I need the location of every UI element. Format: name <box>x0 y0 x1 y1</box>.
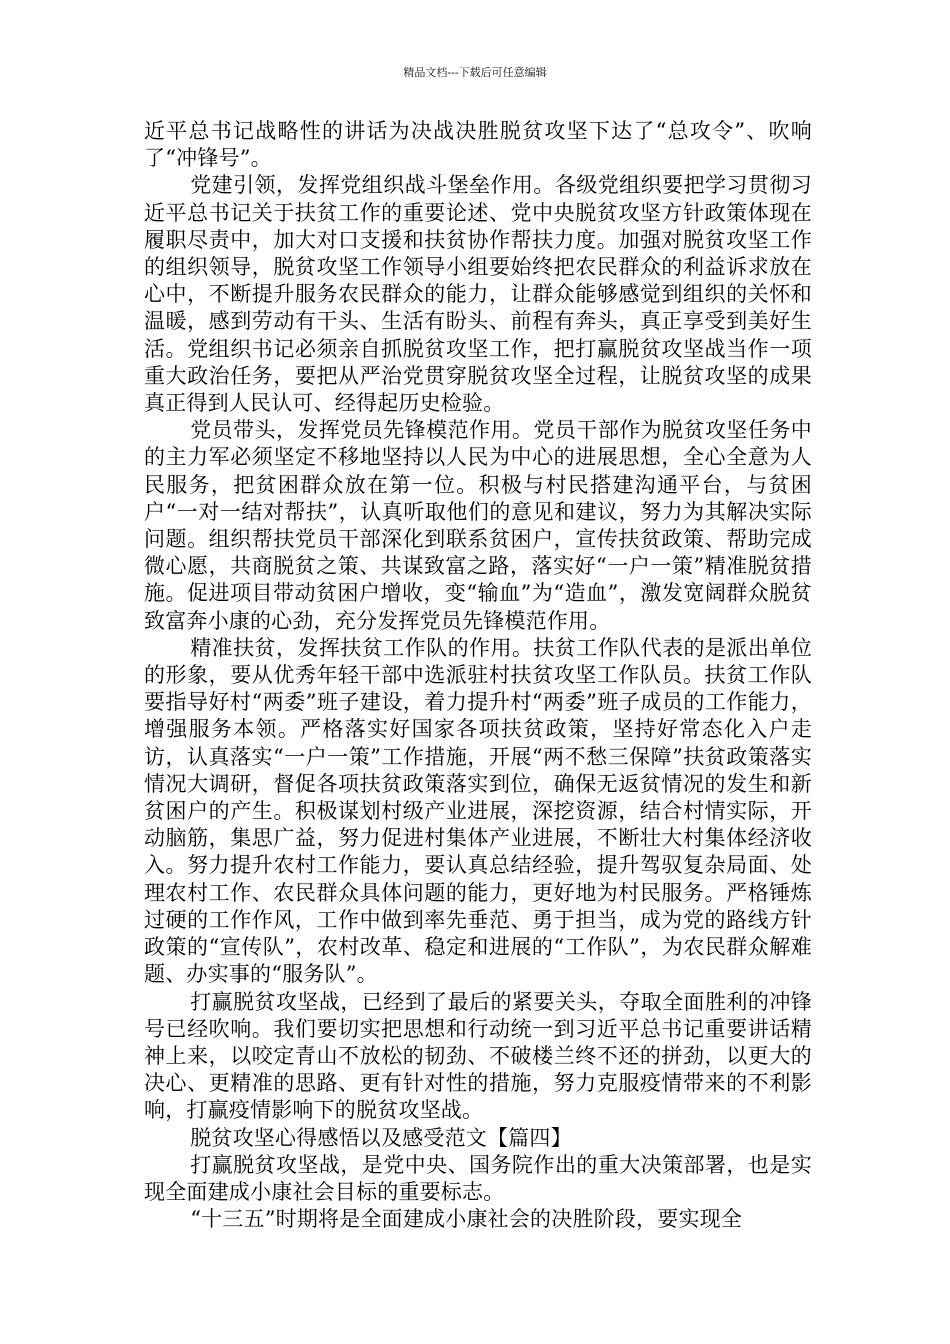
document-body <box>144 118 812 1233</box>
paragraph-7: “十三五”时期将是全面建成小康社会的决胜阶段，要实现全 <box>190 1207 743 1232</box>
paragraph-3: 党员带头，发挥党员先锋模范作用。党员干部作为脱贫攻坚任务中的主力军必须坚定不移地坚持以人民为中心的进展思想，全心全意为人民服务，把贫困群众放在第一位。积极与村民搭建沟通平台，与贫困户“一对一结对帮扶”，认真听取他们的意见和建议，努力为其解决实际问题。组织帮扶党员干部深化到联系贫困户，宣传扶贫政策、帮助完成微心愿，共商脱贫之策、共谋致富之路，落实好“一户一策”精准脱贫措施。促进项目带动贫困户增收，变“输血”为“造血”，激发宽阔群众脱贫致富奔小康的心劲，充分发挥党员先锋模范作用。 <box>144 418 812 633</box>
section-heading: 脱贫攻坚心得感悟以及感受范文【篇四】 <box>190 1125 572 1150</box>
paragraph-1: 近平总书记战略性的讲话为决战决胜脱贫攻坚下达了“总攻令”、吹响了“冲锋号”。 <box>144 119 812 171</box>
paragraph-6: 打赢脱贫攻坚战，是党中央、国务院作出的重大决策部署，也是实现全面建成小康社会目标的重要标志。 <box>144 1152 812 1204</box>
page-header: 精品文档---下载后可任意编辑 <box>403 66 547 79</box>
paragraph-2: 党建引领，发挥党组织战斗堡垒作用。各级党组织要把学习贯彻习近平总书记关于扶贫工作的重要论述、党中央脱贫攻坚方针政策体现在履职尽责中，加大对口支援和扶贫协作帮扶力度。加强对脱贫攻坚工作的组织领导，脱贫攻坚工作领导小组要始终把农民群众的利益诉求放在心中，不断提升服务农民群众的能力，让群众能够感觉到组织的关怀和温暖，感到劳动有干头、生活有盼头、前程有奔头，真正享受到美好生活。党组织书记必须亲自抓脱贫攻坚工作，把打赢脱贫攻坚战当作一项重大政治任务，要把从严治党贯穿脱贫攻坚全过程，让脱贫攻坚的成果真正得到人民认可、经得起历史检验。 <box>144 173 812 416</box>
paragraph-4: 精准扶贫，发挥扶贫工作队的作用。扶贫工作队代表的是派出单位的形象，要从优秀年轻干部中选派驻村扶贫攻坚工作队员。扶贫工作队要指导好村“两委”班子建设，着力提升村“两委”班子成员的工作能力，增强服务本领。严格落实好国家各项扶贫政策，坚持好常态化入户走访，认真落实“一户一策”工作措施，开展“两不愁三保障”扶贫政策落实情况大调研，督促各项扶贫政策落实到位，确保无返贫情况的发生和新贫困户的产生。积极谋划村级产业进展，深挖资源，结合村情实际，开动脑筋，集思广益，努力促进村集体产业进展，不断壮大村集体经济收入。努力提升农村工作能力，要认真总结经验，提升驾驭复杂局面、处理农村工作、农民群众具体问题的能力，更好地为村民服务。严格锤炼过硬的工作作风，工作中做到率先垂范、勇于担当，成为党的路线方针政策的“宣传队”，农村改革、稳定和进展的“工作队”，为农民群众解难题、办实事的“服务队”。 <box>144 635 812 987</box>
paragraph-5: 打赢脱贫攻坚战，已经到了最后的紧要关头，夺取全面胜利的冲锋号已经吹响。我们要切实把思想和行动统一到习近平总书记重要讲话精神上来，以咬定青山不放松的韧劲、不破楼兰终不还的拼劲，以更大的决心、更精准的思路、更有针对性的措施，努力克服疫情带来的不利影响，打赢疫情影响下的脱贫攻坚战。 <box>144 989 812 1123</box>
